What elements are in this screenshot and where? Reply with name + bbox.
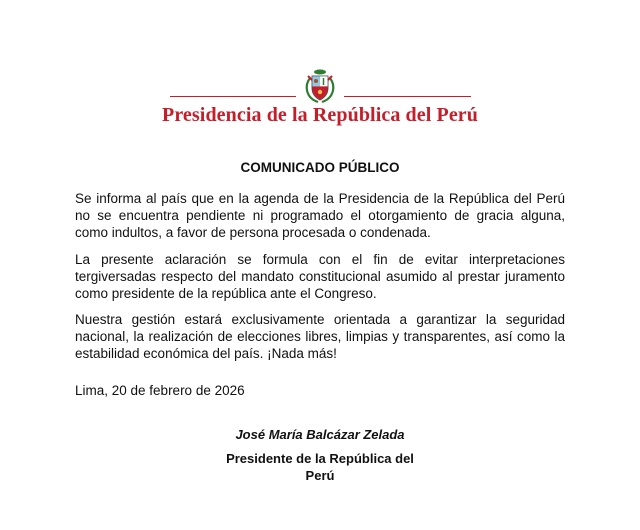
paragraph-3: Nuestra gestión estará exclusivamente orientada a garantizar la seguridad nacional, la realización de elecciones libres, limpias y transparentes, así como la estabilidad económica del país. ¡Nada más! <box>75 312 565 361</box>
paragraph-2: La presente aclaración se formula con el fin de evitar interpretaciones tergiversadas respecto del mandato constitucional asumido al prestar juramento como presidente de la república ante el Congreso. <box>75 252 565 301</box>
header-rule-left <box>170 96 296 97</box>
signer-role: Presidente de la República del Perú <box>226 451 414 483</box>
letterhead <box>0 62 640 132</box>
institution-name: Presidencia de la República del Perú <box>162 104 478 126</box>
signer-name: José María Balcázar Zelada <box>235 427 405 442</box>
document-date: Lima, 20 de febrero de 2026 <box>75 383 245 398</box>
paragraph-1: Se informa al país que en la agenda de la Presidencia de la República del Perú no se encuentra pendiente ni programado el otorgamiento de gracia alguna, como indultos, a favor de persona procesada o condenada. <box>75 191 565 240</box>
coat-of-arms-icon <box>302 68 338 106</box>
header-rule-right <box>344 96 471 97</box>
document-title: COMUNICADO PÚBLICO <box>240 160 400 175</box>
